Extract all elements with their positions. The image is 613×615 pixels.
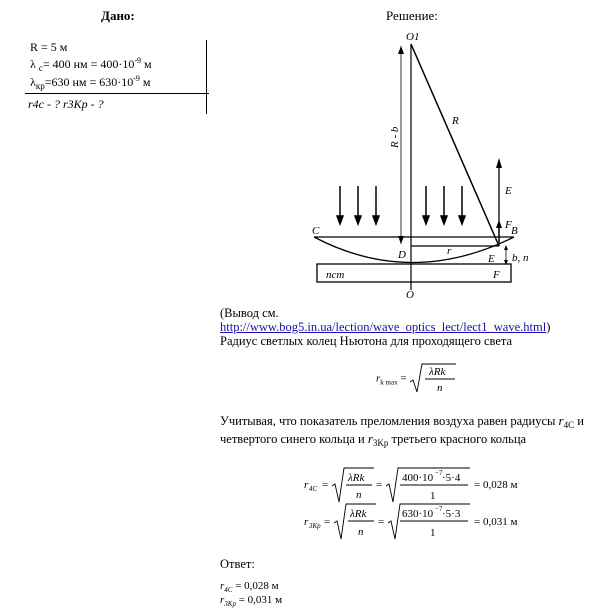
lambda-c-exp: -9 [134, 56, 142, 65]
text-line-2-a: Учитывая, что показатель преломления воздуха равен радиусы [220, 414, 556, 428]
svg-text:3Kp: 3Kp [309, 522, 321, 530]
svg-text:−7: −7 [435, 505, 443, 513]
label-R-minus-b: R - b [389, 126, 401, 148]
given-R [30, 40, 67, 55]
answer-r4c-value: = 0,028 м [235, 580, 279, 592]
svg-text:n: n [437, 382, 443, 394]
reference-line [220, 320, 550, 335]
label-F-top: F [505, 219, 512, 231]
given-divider-vertical [206, 40, 207, 114]
svg-text:λRk: λRk [350, 508, 367, 520]
general-sqrt [409, 362, 457, 396]
label-R: R [452, 115, 459, 127]
lambda-c-text: = 400 нм = 400·10 [42, 57, 135, 71]
answer-r3kp-value: = 0,031 м [238, 594, 283, 606]
dim-arrow-top [398, 46, 404, 54]
given-find: r4c - ? r3Kp - ? [28, 97, 104, 111]
light-arrows-left [337, 186, 379, 224]
label-B: B [511, 225, 518, 237]
formula-r3kp [304, 500, 544, 544]
solution-title: Решение: [386, 8, 438, 23]
svg-text:4C: 4C [309, 485, 318, 493]
label-E-top: E [505, 185, 512, 197]
lens-curved-surface [314, 237, 514, 263]
f-vector-arrow [496, 220, 502, 228]
r4c-result: = 0,028 м [474, 479, 518, 491]
given-divider-horizontal [25, 93, 209, 94]
svg-text:n: n [356, 489, 362, 501]
svg-text:=: = [376, 479, 383, 491]
text-line-3-a: четвертого синего кольца и [220, 432, 365, 446]
text-line-2: Учитывая, что показатель преломления воздуха равен радиусы $r_{4C}$ и [220, 413, 584, 430]
lambda-c-unit: м [141, 57, 152, 71]
svg-text:λRk: λRk [429, 366, 446, 378]
svg-text:1: 1 [430, 527, 436, 539]
lambda-kr-unit: м [139, 75, 151, 89]
svg-text:=: = [378, 516, 385, 528]
svg-text:=: = [324, 516, 331, 528]
answer-r4c: $r_{4C} = 0,028$ м [220, 580, 279, 594]
e-vector-arrow [496, 158, 502, 168]
r3kp-result: = 0,031 м [474, 516, 518, 528]
label-D: D [398, 249, 406, 261]
answer-title: Ответ: [220, 557, 255, 571]
svg-text:=: = [322, 479, 329, 491]
given-lambda-c: λ $_с$= 400 нм = $400\cdot 10^{-9}$ м [30, 56, 152, 73]
r3kp-num-b: ·5·3 [442, 508, 461, 520]
reference-close: ) [546, 320, 551, 334]
reference-link[interactable]: http://www.bog5.in.ua/lection/wave_optics_lect/lect1_wave.html [220, 320, 547, 334]
svg-text:λRk: λRk [348, 472, 365, 484]
answer-r3kp: $r_{3Kp} = 0,031$ м [220, 594, 283, 608]
glass-plate [317, 264, 511, 282]
given-R-text: R = 5 м [30, 40, 68, 54]
given-title: Дано: [101, 8, 135, 23]
label-n-st: nст [326, 269, 345, 281]
svg-text:r: r [304, 479, 309, 491]
svg-text:−7: −7 [435, 469, 443, 477]
text-line-1: Радиус светлых колец Ньютона для проходящего света [220, 334, 513, 348]
formula-general: $r_{k max}$ = λRk n [376, 362, 457, 396]
text-line-3: четвертого синего кольца и $r_{3Kp}$ третьего красного кольца [220, 431, 527, 448]
r3kp-num-a: 630·10 [402, 508, 434, 520]
b-dim-arrow-top [504, 245, 508, 250]
label-C: C [312, 225, 320, 237]
newton-rings-diagram [300, 28, 540, 308]
label-r: r [447, 245, 452, 257]
svg-text:r: r [304, 516, 309, 528]
lambda-kr-exp: -9 [133, 74, 140, 83]
light-arrows-right [423, 186, 465, 224]
lambda-kr-text: =630 нм = 630·10 [44, 75, 134, 89]
label-E: E [488, 253, 495, 265]
label-b-n: b, n [512, 252, 529, 264]
r4c-num-b: ·5·4 [442, 472, 461, 484]
given-lambda-kr: $\lambda_{кр}=630$ нм = $630\cdot 10^{-9}$ м [30, 74, 151, 91]
label-O: O [406, 289, 414, 301]
svg-text:n: n [358, 526, 364, 538]
label-O1: O1 [406, 31, 420, 43]
svg-text:1: 1 [430, 490, 436, 502]
label-F: F [493, 269, 500, 281]
reference-open: (Вывод см. [220, 306, 279, 320]
r4c-num-a: 400·10 [402, 472, 434, 484]
